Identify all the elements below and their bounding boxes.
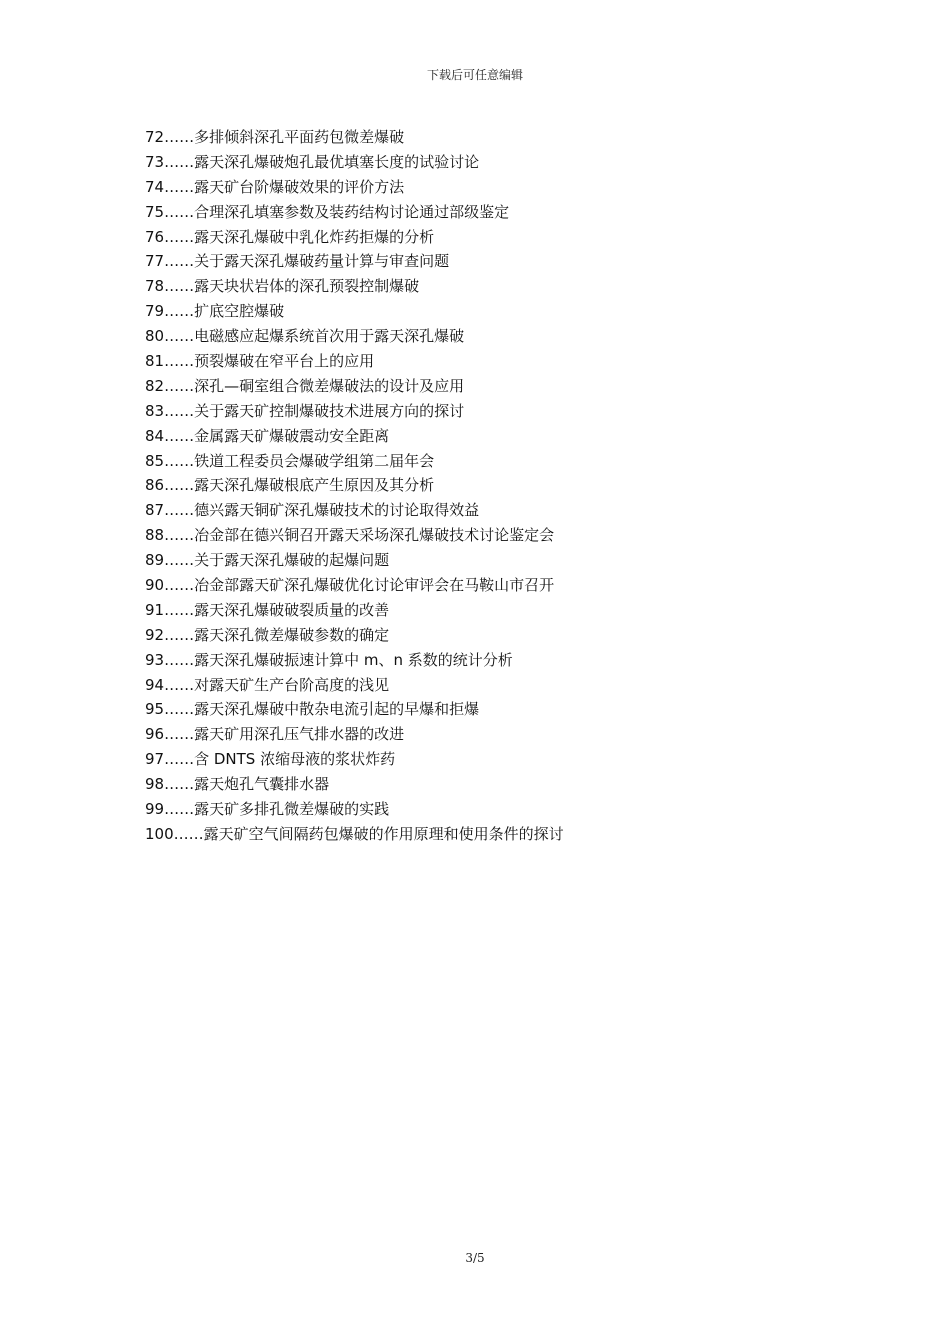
toc-item: 78……露天块状岩体的深孔预裂控制爆破 [145, 277, 420, 296]
page-header: 下载后可任意编辑 [426, 68, 523, 82]
toc-item: 76……露天深孔爆破中乳化炸药拒爆的分析 [145, 227, 435, 246]
toc-item: 81……预裂爆破在窄平台上的应用 [145, 352, 375, 371]
toc-item: 97……含 DNTS 浓缩母液的浆状炸药 [145, 750, 396, 769]
toc-item: 91……露天深孔爆破破裂质量的改善 [145, 600, 390, 619]
page-number: 3/5 [465, 1251, 485, 1265]
toc-item: 86……露天深孔爆破根底产生原因及其分析 [145, 476, 435, 495]
toc-item: 74……露天矿台阶爆破效果的评价方法 [145, 177, 405, 196]
toc-item: 89……关于露天深孔爆破的起爆问题 [145, 551, 390, 570]
toc-item: 73……露天深孔爆破炮孔最优填塞长度的试验讨论 [145, 152, 480, 171]
toc-item: 80……电磁感应起爆系统首次用于露天深孔爆破 [145, 327, 465, 346]
toc-item: 100……露天矿空气间隔药包爆破的作用原理和使用条件的探讨 [145, 824, 564, 843]
toc-item: 99……露天矿多排孔微差爆破的实践 [145, 800, 390, 819]
toc-item: 94……对露天矿生产台阶高度的浅见 [145, 675, 390, 694]
toc-item: 90……冶金部露天矿深孔爆破优化讨论审评会在马鞍山市召开 [145, 576, 555, 595]
toc-list [145, 125, 845, 847]
toc-item: 98……露天炮孔气囊排水器 [145, 775, 330, 794]
toc-item: 93……露天深孔爆破振速计算中 m、n 系数的统计分析 [145, 650, 513, 669]
toc-item: 96……露天矿用深孔压气排水器的改进 [145, 725, 405, 744]
toc-item: 87……德兴露天铜矿深孔爆破技术的讨论取得效益 [145, 501, 480, 520]
toc-item: 79……扩底空腔爆破 [145, 302, 285, 321]
toc-item: 82……深孔—硐室组合微差爆破法的设计及应用 [145, 376, 465, 395]
toc-item: 92……露天深孔微差爆破参数的确定 [145, 625, 390, 644]
toc-item: 88……冶金部在德兴铜召开露天采场深孔爆破技术讨论鉴定会 [145, 526, 555, 545]
toc-item: 75……合理深孔填塞参数及装药结构讨论通过部级鉴定 [145, 202, 510, 221]
toc-item: 72……多排倾斜深孔平面药包微差爆破 [145, 128, 405, 146]
toc-item: 77……关于露天深孔爆破药量计算与审查问题 [145, 252, 450, 271]
toc-item: 84……金属露天矿爆破震动安全距离 [145, 426, 390, 445]
toc-item: 83……关于露天矿控制爆破技术进展方向的探讨 [145, 401, 465, 420]
toc-item: 85……铁道工程委员会爆破学组第二届年会 [145, 451, 435, 470]
toc-item: 95……露天深孔爆破中散杂电流引起的早爆和拒爆 [145, 700, 480, 719]
